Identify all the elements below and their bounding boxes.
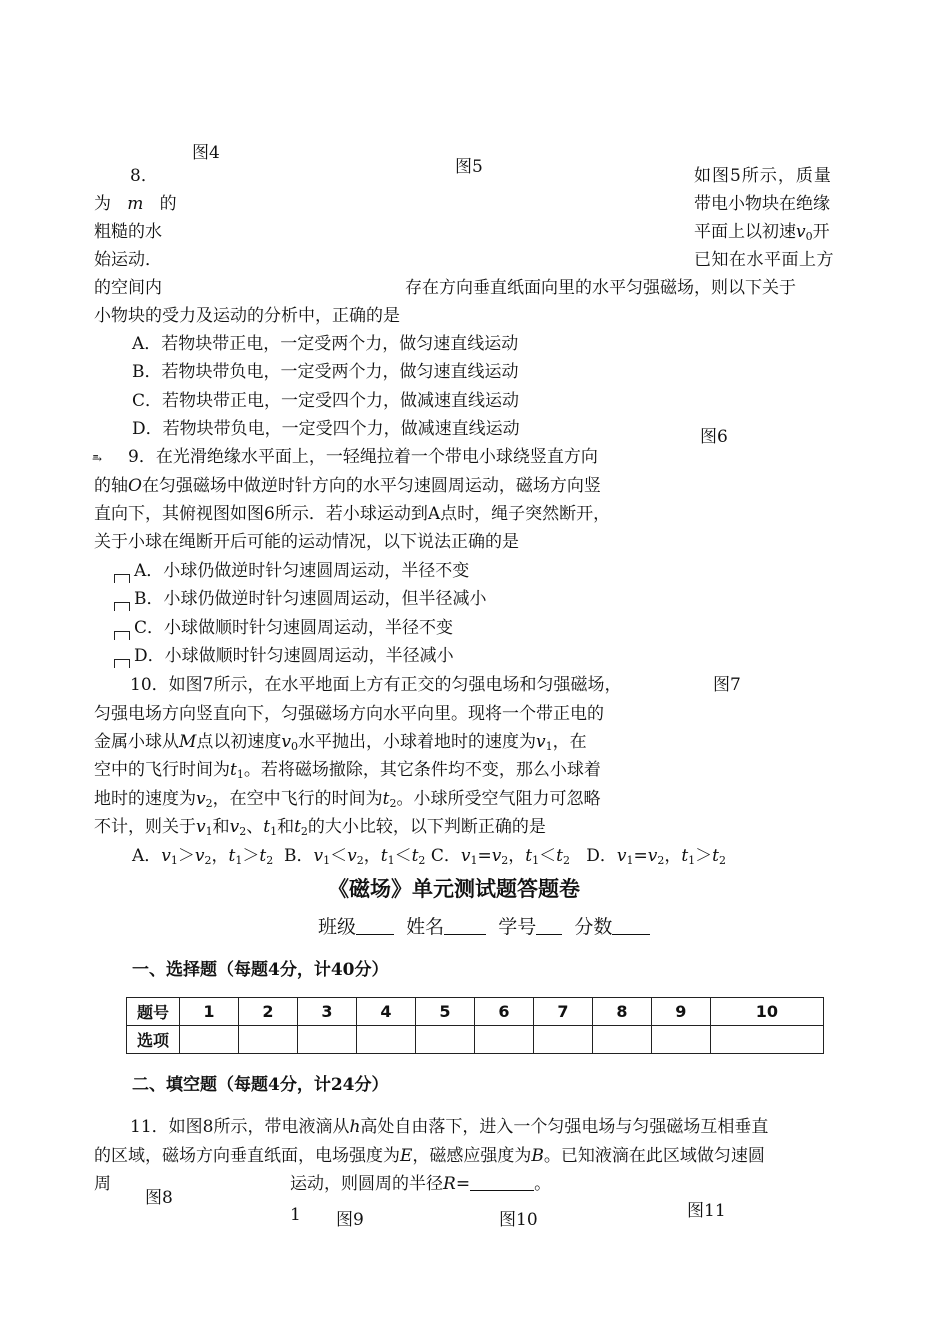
q10-line1: 10．如图7所示，在水平地面上方有正交的匀强电场和匀强磁场， [130,675,622,695]
q8-line5-left: 的空间内 [94,278,162,298]
figure-7-caption: 图7 [713,675,741,695]
answer-cell-4[interactable] [356,1026,415,1054]
name-blank[interactable] [444,918,486,935]
table-header-cell: 8 [592,998,651,1026]
student-info-line: 班级 姓名 学号 分数 [318,915,650,939]
q9-line4: 关于小球在绳断开后可能的运动情况，以下说法正确的是 [94,532,519,552]
choice-mark [114,659,130,668]
q11-line3-left: 周 [94,1174,111,1194]
q9-line3: 直向下，其俯视图如图6所示．若小球运动到A点时，绳子突然断开， [94,504,611,524]
answer-cell-3[interactable] [297,1026,356,1054]
choice-mark [114,574,130,583]
q9-option-a: A．小球仍做逆时针匀速圆周运动，半径不变 [134,561,470,581]
table-header-cell: 9 [651,998,710,1026]
q8-line4-right: 已知在水平面上方 [694,250,834,270]
q8-line2-left: 为 m 的 [94,194,177,214]
table-header-cell: 1 [180,998,239,1026]
q8-line2-right: 带电小物块在绝缘 [694,194,830,214]
stray-digit: 1 [290,1205,301,1225]
q9-option-b: B．小球仍做逆时针匀速圆周运动，但半径减小 [134,589,487,609]
table-header-cell: 7 [533,998,592,1026]
q8-line1-right: 如图5所示，质量 [694,166,832,186]
q8-line5-right: 存在方向垂直纸面向里的水平匀强磁场，则以下关于 [405,278,796,298]
answer-cell-7[interactable] [533,1026,592,1054]
student-id-blank[interactable] [536,918,562,935]
q9-line1: 9．在光滑绝缘水平面上，一轻绳拉着一个带电小球绕竖直方向 [128,447,598,467]
figure-11-caption: 图11 [687,1201,726,1221]
section-2-heading: 二、填空题（每题4分，计24分） [132,1075,389,1095]
choice-mark [114,631,130,640]
q10-line5: 地时的速度为$v_2$，在空中飞行的时间为$t_2$。小球所受空气阻力可忽略 [94,789,601,810]
answer-cell-9[interactable] [651,1026,710,1054]
answer-cell-8[interactable] [592,1026,651,1054]
answer-sheet-title: 《磁场》单元测试题答题卷 [328,876,580,901]
figure-8-caption: 图8 [145,1188,173,1208]
choice-mark [114,602,130,611]
section-1-heading: 一、选择题（每题4分，计40分） [132,960,389,980]
figure-4-caption: 图4 [192,143,220,163]
q11-line1: 11．如图8所示，带电液滴从h高处自由落下，进入一个匀强电场与匀强磁场互相垂直 [130,1117,769,1137]
q10-line3: 金属小球从M点以初速度$v_0$水平抛出，小球着地时的速度为$v_1$，在 [94,732,587,753]
q9-prefix-mark: ⥱ [92,452,103,466]
answer-cell-10[interactable] [710,1026,823,1054]
radius-answer-blank[interactable] [470,1174,534,1191]
figure-6-caption: 图6 [700,427,728,447]
q8-line3-left: 粗糙的水 [94,222,162,242]
q8-line4-left: 始运动． [94,250,162,270]
class-blank[interactable] [356,918,394,935]
q11-line3: 运动，则圆周的半径R= 。 [290,1174,552,1194]
table-header-cell: 4 [356,998,415,1026]
q8-option-a: A．若物块带正电，一定受两个力，做匀速直线运动 [132,334,519,354]
figure-10-caption: 图10 [499,1210,538,1230]
table-header-cell: 10 [710,998,823,1026]
answer-cell-5[interactable] [415,1026,474,1054]
q8-option-b: B．若物块带负电，一定受两个力，做匀速直线运动 [132,362,519,382]
q10-line4: 空中的飞行时间为$t_1$。若将磁场撤除，其它条件均不变，那么小球着 [94,760,601,781]
q10-line2: 匀强电场方向竖直向下，匀强磁场方向水平向里。现将一个带正电的 [94,704,604,724]
q10-options: A．$v_1>v_2$，$t_1>t_2$ B．$v_1<v_2$，$t_1<t_2$ C．$v_1=v_2$，$t_1<t_2$ D．$v_1=v_2$，$t_1>t_2$ [132,846,726,867]
answer-table [126,997,824,1054]
answer-cell-1[interactable] [180,1026,239,1054]
table-header-cell: 3 [297,998,356,1026]
q8-number: 8． [130,166,158,186]
table-header-row [127,998,824,1026]
q9-option-c: C．小球做顺时针匀速圆周运动，半径不变 [134,618,454,638]
q8-option-c: C．若物块带正电，一定受四个力，做减速直线运动 [132,391,520,411]
table-header-cell: 2 [238,998,297,1026]
q10-line6: 不计，则关于$v_1$和$v_2$、$t_1$和$t_2$的大小比较，以下判断正确的是 [94,817,546,838]
score-blank[interactable] [612,918,650,935]
q11-line2: 的区域，磁场方向垂直纸面，电场强度为E，磁感应强度为B。已知液滴在此区域做匀速圆 [94,1146,765,1166]
table-header-cell: 题号 [127,998,180,1026]
q9-line2: 的轴O在匀强磁场中做逆时针方向的水平匀速圆周运动，磁场方向竖 [94,476,601,496]
answer-cell-6[interactable] [474,1026,533,1054]
q8-line6: 小物块的受力及运动的分析中，正确的是 [94,306,400,326]
table-header-cell: 6 [474,998,533,1026]
figure-5-caption: 图5 [455,157,483,177]
figure-9-caption: 图9 [336,1210,364,1230]
table-row-label: 选项 [127,1026,180,1054]
table-row [127,1026,824,1054]
q8-line3-right: 平面上以初速$v_0$开 [694,222,830,243]
table-header-cell: 5 [415,998,474,1026]
q9-option-d: D．小球做顺时针匀速圆周运动，半径减小 [134,646,454,666]
q8-option-d: D．若物块带负电，一定受四个力，做减速直线运动 [132,419,520,439]
answer-cell-2[interactable] [238,1026,297,1054]
